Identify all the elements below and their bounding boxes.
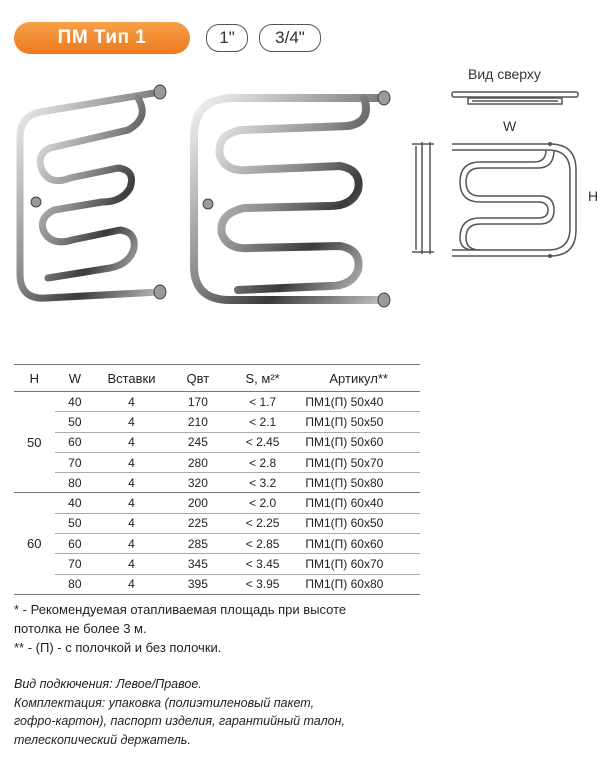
cell-inserts: 4	[95, 513, 168, 533]
col-header-power: Qвт	[168, 365, 228, 392]
table-row	[14, 392, 420, 412]
table-row	[14, 513, 420, 533]
cell-w: 70	[55, 554, 96, 574]
cell-s: < 3.2	[228, 473, 297, 493]
cell-inserts: 4	[95, 534, 168, 554]
table-row	[14, 554, 420, 574]
front-schematic-drawing	[450, 138, 580, 262]
cell-inserts: 4	[95, 473, 168, 493]
cell-article: ПМ1(П) 50х40	[297, 392, 420, 412]
footnote-shelf: ** - (П) - с полочкой и без полочки.	[14, 640, 222, 655]
col-header-inserts: Вставки	[95, 365, 168, 392]
cell-article: ПМ1(П) 60х50	[297, 513, 420, 533]
kit-line-2: гофро-картон), паспорт изделия, гарантийный талон,	[14, 714, 345, 728]
top-view-label: Вид сверху	[468, 66, 541, 82]
cell-article: ПМ1(П) 50х60	[297, 432, 420, 452]
cell-s: < 2.25	[228, 513, 297, 533]
cell-inserts: 4	[95, 412, 168, 432]
cell-inserts: 4	[95, 574, 168, 594]
kit-line-3: телескопический держатель.	[14, 732, 191, 747]
side-view-drawing	[410, 138, 440, 260]
cell-w: 60	[55, 534, 96, 554]
table-row	[14, 412, 420, 432]
table-row	[14, 574, 420, 594]
cell-s: < 2.0	[228, 493, 297, 513]
table-header-row	[14, 365, 420, 392]
cell-inserts: 4	[95, 392, 168, 412]
cell-q: 200	[168, 493, 228, 513]
col-header-h: H	[14, 365, 55, 392]
cell-inserts: 4	[95, 432, 168, 452]
cell-article: ПМ1(П) 60х60	[297, 534, 420, 554]
table-row	[14, 473, 420, 493]
cell-s: < 3.95	[228, 574, 297, 594]
cell-inserts: 4	[95, 493, 168, 513]
cell-s: < 2.85	[228, 534, 297, 554]
cell-article: ПМ1(П) 50х50	[297, 412, 420, 432]
cell-q: 280	[168, 452, 228, 472]
towel-dryer-photo-angled	[10, 78, 180, 318]
height-group-cell: 60	[14, 493, 55, 594]
cell-s: < 2.1	[228, 412, 297, 432]
cell-s: < 2.8	[228, 452, 297, 472]
cell-s: < 3.45	[228, 554, 297, 574]
cell-w: 40	[55, 392, 96, 412]
cell-article: ПМ1(П) 60х80	[297, 574, 420, 594]
cell-w: 80	[55, 574, 96, 594]
width-label: W	[503, 118, 517, 134]
cell-q: 210	[168, 412, 228, 432]
col-header-w: W	[55, 365, 96, 392]
cell-w: 50	[55, 513, 96, 533]
height-label: H	[588, 188, 599, 204]
col-header-area: S, м²*	[228, 365, 297, 392]
specs-table	[14, 364, 420, 595]
cell-article: ПМ1(П) 50х70	[297, 452, 420, 472]
kit-line-1: Комплектация: упаковка (полиэтиленовый пакет,	[14, 695, 315, 710]
cell-w: 80	[55, 473, 96, 493]
height-group-cell: 50	[14, 392, 55, 493]
cell-s: < 2.45	[228, 432, 297, 452]
footnote-area-line2: потолка не более 3 м.	[14, 621, 147, 636]
cell-article: ПМ1(П) 60х40	[297, 493, 420, 513]
cell-w: 70	[55, 452, 96, 472]
cell-q: 345	[168, 554, 228, 574]
cell-q: 320	[168, 473, 228, 493]
table-row	[14, 493, 420, 513]
cell-inserts: 4	[95, 452, 168, 472]
cell-article: ПМ1(П) 50х80	[297, 473, 420, 493]
cell-q: 395	[168, 574, 228, 594]
cell-q: 170	[168, 392, 228, 412]
cell-article: ПМ1(П) 60х70	[297, 554, 420, 574]
footnotes	[14, 600, 604, 657]
footnote-area-line1: * - Рекомендуемая отапливаемая площадь при высоте	[14, 602, 347, 617]
cell-w: 60	[55, 432, 96, 452]
cell-w: 50	[55, 412, 96, 432]
extra-info	[14, 675, 604, 749]
table-row	[14, 534, 420, 554]
connection-type: Вид подкючения: Левое/Правое.	[14, 677, 202, 691]
cell-q: 245	[168, 432, 228, 452]
size-badge-3-4inch: 3/4"	[259, 24, 321, 52]
cell-inserts: 4	[95, 554, 168, 574]
col-header-article: Артикул**	[297, 365, 420, 392]
towel-dryer-photo-front	[186, 86, 396, 316]
cell-q: 225	[168, 513, 228, 533]
model-badge: ПМ Тип 1	[14, 22, 190, 54]
cell-s: < 1.7	[228, 392, 297, 412]
cell-q: 285	[168, 534, 228, 554]
cell-w: 40	[55, 493, 96, 513]
size-badge-1inch: 1"	[206, 24, 248, 52]
table-row	[14, 432, 420, 452]
top-view-drawing	[450, 88, 580, 110]
table-row	[14, 452, 420, 472]
